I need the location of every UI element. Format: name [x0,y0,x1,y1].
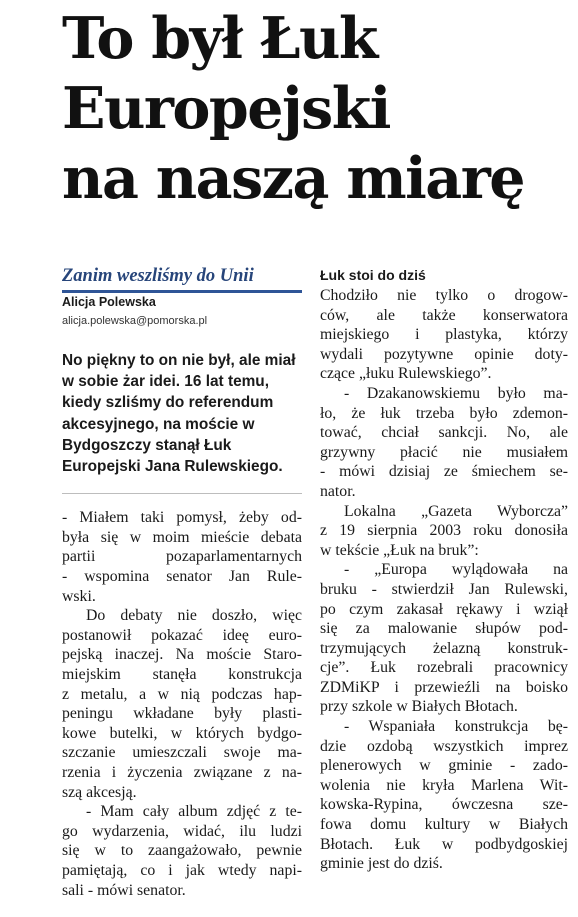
body-line: - Mam cały album zdjęć z te- [86,803,302,821]
body-line: - Miałem taki pomysł, żeby od- [62,509,302,527]
body-line: Błotach. Łuk w podbydgoskiej [320,835,568,853]
body-line: kowska-Rypina, ówczesna sze- [320,796,568,814]
body-line: nator. [320,482,356,500]
body-line: dzie ozdobą wszystkich imprez [320,737,568,755]
body-line: ło, że łuk trzeba było zdemon- [320,404,568,422]
lead-paragraph: No piękny to on nie był, ale miał w sobie żar idei. 16 lat temu, kiedy szliśmy do referendum akcesyjnego, na moście w Bydgoszczy stanął Łuk Europejski Jana Rulewskiego. [62,352,296,476]
body-line: fowa domu kultury w Białych [320,816,568,834]
right-column [320,262,568,874]
headline-line: Europejski [62,75,390,142]
body-line: się w to zaangażowało, pewnie [62,842,302,860]
body-line: sali - mówi senator. [62,881,186,899]
section-subhead: Łuk stoi do dziś [320,267,426,283]
body-line: z metalu, a w nią podczas hap- [62,685,302,703]
body-line: w tekście „Łuk na bruk”: [320,541,479,559]
body-line: z 19 sierpnia 2003 roku donosiła [320,522,568,540]
body-line: pejską inaczej. Na moście Staro- [62,646,302,664]
body-line: trzymujących żelazną konstruk- [320,639,568,657]
author-name: Alicja Polewska [62,295,156,309]
body-line: Do debaty nie doszło, więc [86,607,302,625]
rubric-rule [62,290,302,293]
cut-off-line [62,910,302,917]
author-email[interactable]: alicja.polewska@pomorska.pl [62,315,208,327]
body-line: partii pozaparlamentarnych [62,548,302,566]
body-line: po czym zakasał rękawy i wziął [320,600,568,618]
left-body-text [62,508,302,900]
right-body-text [320,286,568,874]
body-line: grzywny płacić nie musiałem [320,443,568,461]
headline-line: To był Łuk [62,5,377,72]
body-line: go wydarzenia, widać, ilu ludzi [62,822,302,840]
body-line: szczanie umieszczali swoje ma- [62,744,302,762]
body-line: wski. [62,587,96,605]
body-line: pamiętają, co i jak wtedy napi- [62,861,302,879]
body-line: wydali pozytywne opinie doty- [320,345,568,363]
body-line: przy szkole w Białych Błotach. [320,698,518,716]
body-line: - Wspaniała konstrukcja bę- [344,718,568,736]
body-line: kowe butelki, w których bydgo- [62,724,302,742]
body-line: wolenia nie kryła Marlena Wit- [320,776,568,794]
body-line: szą akcesją. [62,783,137,801]
body-line: - mówi dzisiaj ze śmiechem se- [320,463,568,481]
body-line: bruku - stwierdził Jan Rulewski, [320,580,568,598]
body-line: rzenia i życzenia związane z na- [62,763,302,781]
body-line: tować, chciał sankcji. No, ale [320,424,568,442]
body-line: - Dzakanowskiemu było ma- [344,384,568,402]
body-line: czące „łuku Rulewskiego”. [320,365,492,383]
body-line: miejskiego i plastyka, którzy [320,326,568,344]
body-line: ców, ale także konserwatora [320,306,568,324]
body-line: była się w moim mieście debata [62,528,302,546]
body-line: - wspomina senator Jan Rule- [62,568,302,585]
body-line: gminie jest do dziś. [320,855,443,873]
headline [62,4,574,214]
body-line: ZDMiKP i przewieźli na boisko [320,678,568,696]
body-line: - „Europa wylądowała na [344,561,568,579]
body-line: Lokalna „Gazeta Wyborcza” [344,502,568,520]
body-line: postanowił pokazać ideę euro- [62,626,302,644]
body-line: się za malowanie słupów pod- [320,620,568,638]
body-line: cje”. Łuk rozebrali pracownicy [320,659,568,677]
section-rubric: Zanim weszliśmy do Unii [62,266,254,286]
body-line: Chodziło nie tylko o drogow- [320,287,568,304]
body-line: peningu wkładane były plasti- [62,705,302,723]
left-column [62,262,302,900]
body-line: plenerowych w gminie - zado- [320,757,568,775]
body-line: miejskim stanęła konstrukcja [62,665,302,683]
headline-line: na naszą miarę [62,145,525,212]
lead-separator [62,493,302,494]
